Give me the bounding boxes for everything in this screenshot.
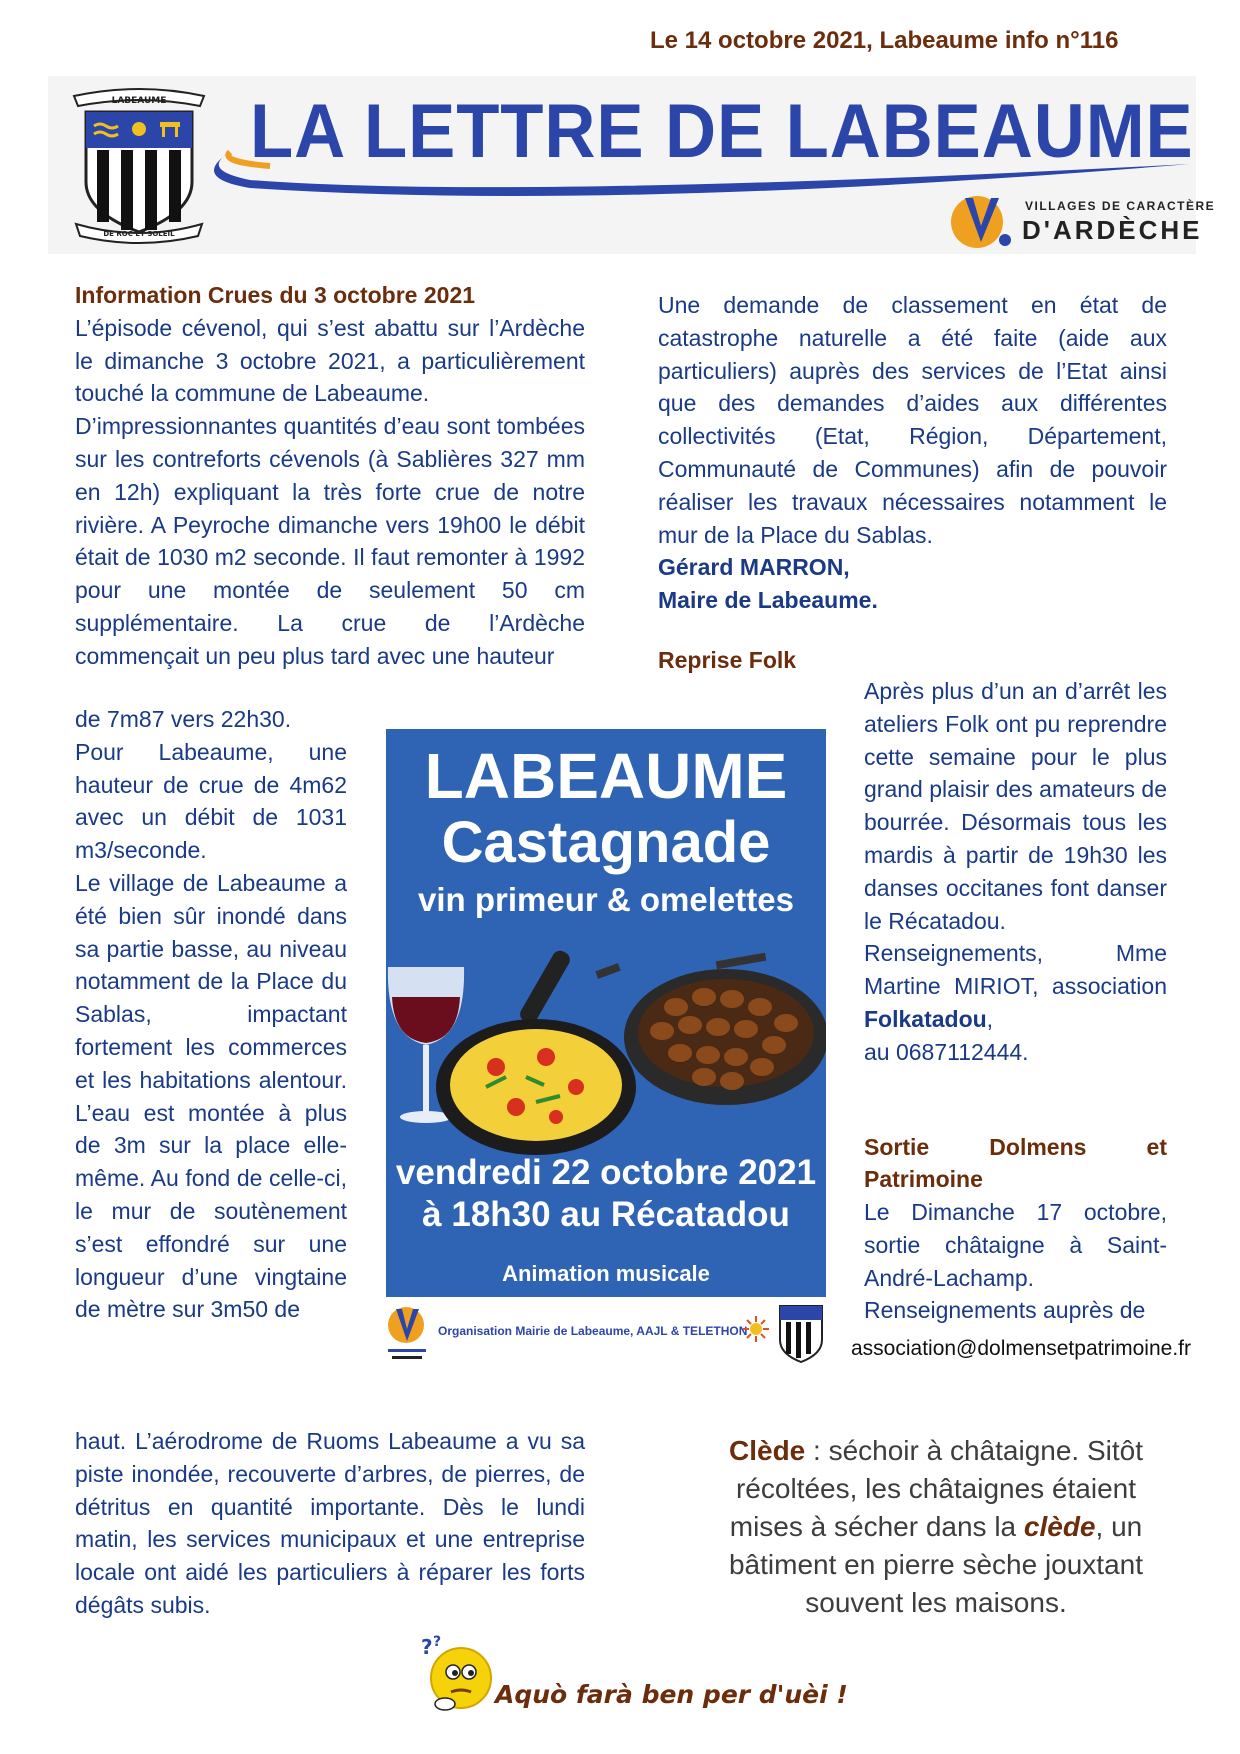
catastrophe-paragraph: Une demande de classement en état de catastrophe naturelle a été faite (aide aux particuliers) auprès des services de l’Etat ainsi que des demandes d’aides aux différentes collectivités (Etat, Région, Département, Communauté de Communes) afin de pouvoir réaliser les travaux nécessaires notamment le mur de la Place du Sablas.: [658, 292, 1167, 548]
crues-bottom-paragraph: haut. L’aérodrome de Ruoms Labeaume a vu sa piste inondée, recouverte d’arbres, de pierres, de détritus en quantité importante. Dès le lundi matin, les services municipaux et une entreprise locale ont aidé les particuliers à réparer les forts dégâts subis.: [75, 1428, 585, 1618]
folk-contact: [864, 937, 1167, 1035]
poster-time-place: à 18h30 au Récatadou: [422, 1195, 790, 1234]
dolmens-heading-line2: Patrimoine: [864, 1166, 983, 1192]
villages-caractere-v-logo: [947, 192, 1015, 250]
masthead-title: LA LETTRE DE LABEAUME: [250, 89, 1194, 174]
folk-heading: Reprise Folk: [658, 647, 797, 673]
crues-narrow-1: de 7m87 vers 22h30.: [75, 706, 292, 732]
poster-organisers-strip: [386, 1300, 826, 1370]
crues-narrow-3: Le village de Labeaume a été bien sûr inondé dans sa partie basse, au niveau notamment de la Place du Sablas, impactant fortement les commerces et les habitations alentour. L’eau est montée à plus de 3m sur la place elle-même. Au fond de celle-ci, le mur de soutènement s’est effondré sur une longueur d’une vingtaine de mètre sur 3m50 de: [75, 869, 347, 1323]
crest-top-text: LABEAUME: [111, 96, 167, 106]
folk-contact-text: Renseignements, Mme Martine MIRIOT, association: [864, 940, 1167, 1000]
mayor-name: Gérard MARRON,: [658, 554, 850, 581]
crues-paragraph-1: L’épisode cévenol, qui s’est abattu sur l’Ardèche le dimanche 3 octobre 2021, a particulièrement touché la commune de Labeaume.: [75, 314, 585, 407]
labeaume-crest-logo: [64, 84, 214, 244]
clede-term: Clède: [729, 1435, 806, 1466]
poster-animation: Animation musicale: [502, 1261, 710, 1286]
crues-heading: Information Crues du 3 octobre 2021: [75, 282, 476, 308]
poster-title-castagnade: Castagnade: [441, 810, 771, 875]
poster-subtitle: vin primeur & omelettes: [418, 881, 794, 918]
labeaume-small-crest: [776, 1300, 826, 1364]
poster-date: vendredi 22 octobre 2021: [395, 1153, 817, 1192]
crues-narrow-2: Pour Labeaume, une hauteur de crue de 4m62 avec un débit de 1031 m3/seconde.: [75, 738, 347, 864]
crues-section-narrow: [75, 703, 347, 1326]
mayor-title: Maire de Labeaume.: [658, 587, 878, 614]
dolmens-heading: Sortie Dolmens et: [864, 1134, 1167, 1160]
svg-text:?: ?: [433, 1634, 442, 1650]
telethon-sun-icon: [741, 1314, 771, 1344]
poster-title-labeaume: LABEAUME: [424, 740, 788, 812]
footer-occitan-motto: Aquò farà ben per d'uèi !: [495, 1680, 848, 1709]
clede-definition: [716, 1432, 1156, 1622]
omelette-pan-icon: [436, 948, 636, 1155]
clede-text-1: : séchoir à châtaigne. Sitôt récoltées, les châtaignes étaient mises à sécher dans la: [729, 1435, 1143, 1542]
poster-organisers-text: Organisation Mairie de Labeaume, AAJL & TELETHON: [438, 1324, 748, 1338]
crest-bottom-text: DE ROC ET SOLEIL: [103, 230, 175, 238]
catastrophe-section: [658, 289, 1167, 617]
dateline: Le 14 octobre 2021, Labeaume info n°116: [650, 27, 1119, 54]
folk-contact-comma: ,: [986, 1005, 994, 1032]
svg-text:?: ?: [421, 1635, 433, 1659]
dolmens-paragraph: Le Dimanche 17 octobre, sortie châtaigne à Saint- André-Lachamp. Renseignements auprès de: [864, 1199, 1167, 1324]
crues-paragraph-2: D’impressionnantes quantités d’eau sont tombées sur les contreforts cévenols (à Sablières 327 mm en 12h) expliquant la très forte crue de notre rivière. A Peyroche dimanche vers 19h00 le débit était de 1030 m2 seconde. Il faut remonter à 1992 pour une montée de seulement 50 cm supplémentaire. La crue de l’Ardèche commençait un peu plus tard avec une hauteur: [75, 413, 585, 669]
folk-section: [864, 675, 1167, 1069]
thinking-smiley-icon: [415, 1632, 500, 1717]
crues-section-top: [75, 279, 585, 673]
castagnade-poster: [386, 729, 826, 1297]
ardeche-label: D'ARDÈCHE: [1022, 215, 1203, 245]
villages-caractere-small-logo: [386, 1305, 428, 1363]
dolmens-section: [864, 1196, 1167, 1327]
dolmens-email-link[interactable]: association@dolmensetpatrimoine.fr: [851, 1337, 1191, 1360]
poster-illustration-wine-omelette-chestnuts: [386, 927, 826, 1165]
folk-paragraph: Après plus d’un an d’arrêt les ateliers Folk ont pu reprendre cette semaine pour le plus grand plaisir des amateurs de bourrée. Désormais tous les mardis à partir de 19h30 les danses occitanes font danser le Récatadou.: [864, 678, 1167, 934]
folk-phone: au 0687112444.: [864, 1038, 1029, 1065]
clede-text-2: , un bâtiment en pierre sèche jouxtant souvent les maisons.: [728, 1511, 1144, 1618]
villages-caractere-label: VILLAGES DE CARACTÈRE: [1025, 199, 1216, 213]
folkatadou-name: Folkatadou: [864, 1005, 987, 1032]
clede-term-italic: clède: [1023, 1511, 1096, 1542]
crues-section-bottom: [75, 1425, 585, 1622]
